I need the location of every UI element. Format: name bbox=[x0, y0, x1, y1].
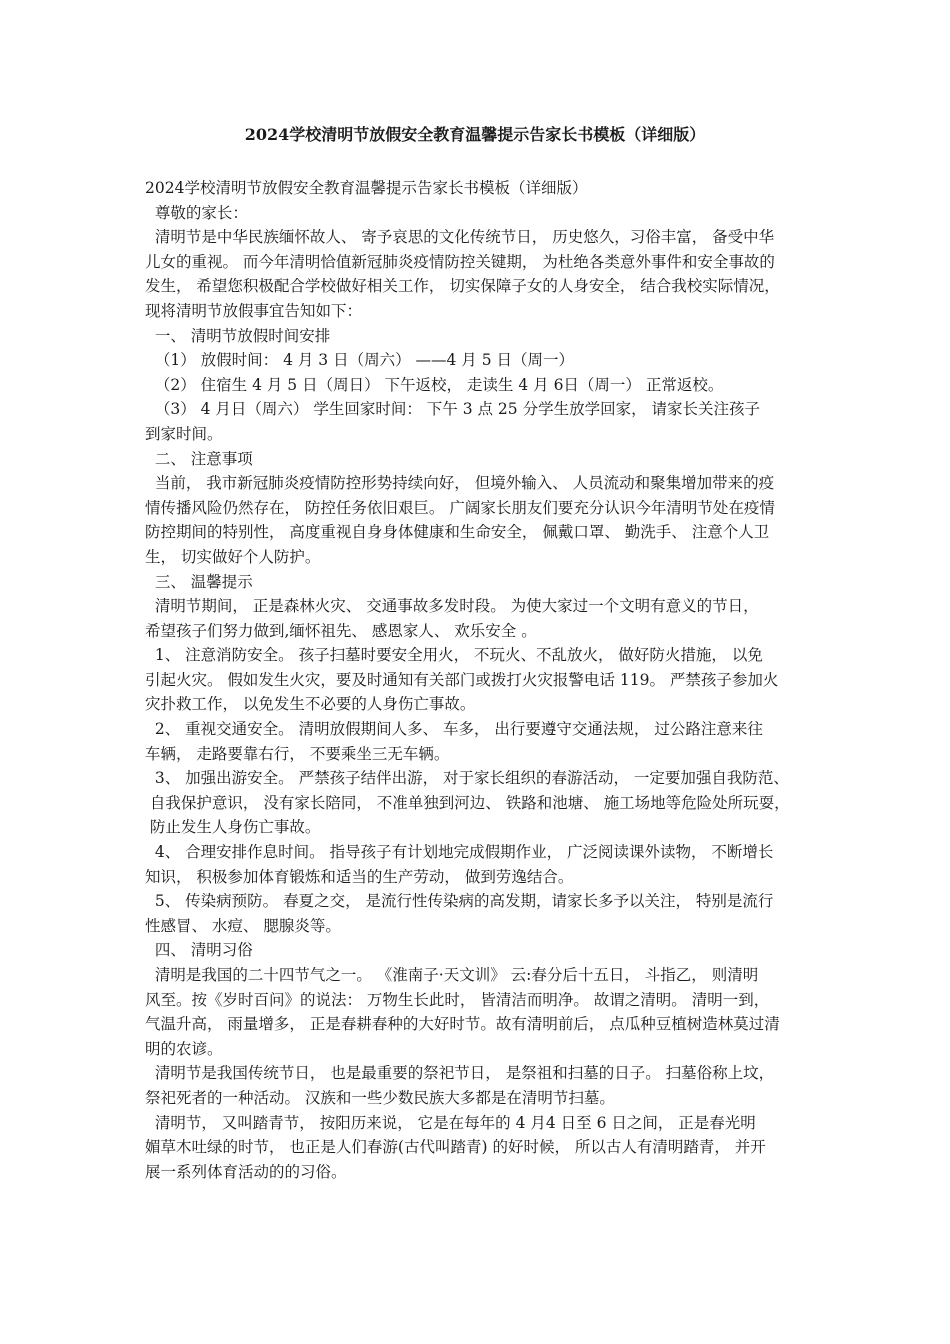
text-line: 发生， 希望您积极配合学校做好相关工作， 切实保障子女的人身安全， 结合我校实际情况， bbox=[145, 277, 780, 296]
text-line: 明的农谚。 bbox=[145, 1039, 223, 1058]
text-line: 清明是我国的二十四节气之一。 《淮南子·天文训》 云:春分后十五日， 斗指乙， 则清明 bbox=[145, 966, 759, 984]
text-line: 到家时间。 bbox=[145, 424, 223, 443]
text-line: 儿女的重视。 而今年清明恰值新冠肺炎疫情防控关键期， 为杜绝各类意外事件和安全事故的 bbox=[145, 252, 775, 271]
text-line: 知识， 积极参加体育锻炼和适当的生产劳动， 做到劳逸结合。 bbox=[145, 867, 574, 886]
text-line: 一、 清明节放假时间安排 bbox=[145, 326, 331, 345]
text-line: 展一系列体育活动的的习俗。 bbox=[145, 1162, 347, 1181]
text-line: 情传播风险仍然存在， 防控任务依旧艰巨。 广阔家长朋友们要充分认识今年清明节处在疫情 bbox=[145, 498, 775, 517]
text-line: 4、 合理安排作息时间。 指导孩子有计划地完成假期作业， 广泛阅读课外读物， 不断增长 bbox=[145, 843, 774, 862]
text-line: 清明节期间， 正是森林火灾、 交通事故多发时段。 为使大家过一个文明有意义的节日， bbox=[145, 597, 759, 616]
text-line: 清明节是我国传统节日， 也是最重要的祭祀节日， 是祭祖和扫墓的日子。 扫墓俗称上坟， bbox=[145, 1064, 775, 1083]
text-line: 引起火灾。 假如发生火灾，要及时通知有关部门或拨打火灾报警电话 119。 严禁孩子参加火 bbox=[145, 670, 779, 689]
text-line: 四、 清明习俗 bbox=[145, 941, 253, 960]
text-line: 现将清明节放假事宜告知如下： bbox=[145, 301, 363, 320]
text-line: 2、 重视交通安全。 清明放假期间人多、 车多， 出行要遵守交通法规， 过公路注意来往 bbox=[145, 720, 763, 739]
text-line: 防止发生人身伤亡事故。 bbox=[145, 818, 321, 837]
text-line: 防控期间的特别性， 高度重视自身身体健康和生命安全， 佩戴口罩、 勤洗手、 注意个人卫 bbox=[145, 523, 770, 542]
text-line: 希望孩子们努力做到,缅怀祖先、 感恩家人、 欢乐安全 。 bbox=[145, 621, 537, 640]
document-subtitle: 2024学校清明节放假安全教育温馨提示告家长书模板（详细版） bbox=[145, 179, 588, 197]
text-line: 气温升高， 雨量增多， 正是春耕春种的大好时节。故有清明前后， 点瓜种豆植树造林莫过清 bbox=[145, 1015, 780, 1034]
text-line: 清明节， 又叫踏青节， 按阳历来说， 它是在每年的 4 月4 日至 6 日之间， 正是春光明 bbox=[145, 1113, 756, 1132]
text-line: 自我保护意识， 没有家长陪同， 不准单独到河边、 铁路和池塘、 施工场地等危险处所玩耍， bbox=[145, 793, 790, 812]
text-line: 二、 注意事项 bbox=[145, 449, 253, 468]
text-line: 尊敬的家长： bbox=[145, 203, 248, 222]
text-line: 三、 温馨提示 bbox=[145, 572, 253, 591]
text-line: 风至。按《岁时百问》的说法： 万物生长此时， 皆清洁而明净。 故谓之清明。 清明一到， bbox=[145, 990, 770, 1009]
text-line: 生， 切实做好个人防护。 bbox=[145, 547, 321, 566]
text-line: 1、 注意消防安全。 孩子扫墓时要安全用火， 不玩火、不乱放火， 做好防火措施， 以免 bbox=[145, 646, 763, 665]
text-line: 车辆， 走路要靠右行， 不要乘坐三无车辆。 bbox=[145, 744, 450, 763]
text-line: 性感冒、 水痘、 腮腺炎等。 bbox=[145, 916, 341, 935]
document-title: 2024学校清明节放假安全教育温馨提示告家长书模板（详细版） bbox=[244, 125, 706, 144]
document-lines bbox=[145, 201, 835, 1185]
text-line: 媚草木吐绿的时节， 也正是人们春游(古代叫踏青) 的好时候， 所以古人有清明踏青， 并开 bbox=[145, 1138, 766, 1157]
text-line: 祭祀死者的一种活动。 汉族和一些少数民族大多都是在清明节扫墓。 bbox=[145, 1088, 615, 1107]
text-line: 当前， 我市新冠肺炎疫情防控形势持续向好， 但境外输入、 人员流动和聚集增加带来的疫 bbox=[145, 474, 775, 493]
text-line: （2） 住宿生 4 月 5 日（周日） 下午返校， 走读生 4 月 6日（周一） 正常返校。 bbox=[145, 375, 724, 394]
text-line: 3、 加强出游安全。 严禁孩子结伴出游， 对于家长组织的春游活动， 一定要加强自我防范、 bbox=[145, 769, 789, 788]
text-line: 清明节是中华民族缅怀故人、 寄予哀思的文化传统节日， 历史悠久，习俗丰富， 备受中华 bbox=[145, 228, 775, 247]
text-line: 5、 传染病预防。 春夏之交， 是流行性传染病的高发期，请家长多予以关注， 特别是流行 bbox=[145, 892, 774, 911]
text-line: （3） 4 月日（周六） 学生回家时间： 下午 3 点 25 分学生放学回家， 请家长关注孩子 bbox=[145, 400, 761, 419]
document-body bbox=[145, 176, 835, 1184]
text-line: 灾扑救工作， 以免发生不必要的人身伤亡事故。 bbox=[145, 695, 476, 714]
text-line: （1） 放假时间： 4 月 3 日（周六） ——4 月 5 日（周一） bbox=[145, 351, 575, 370]
